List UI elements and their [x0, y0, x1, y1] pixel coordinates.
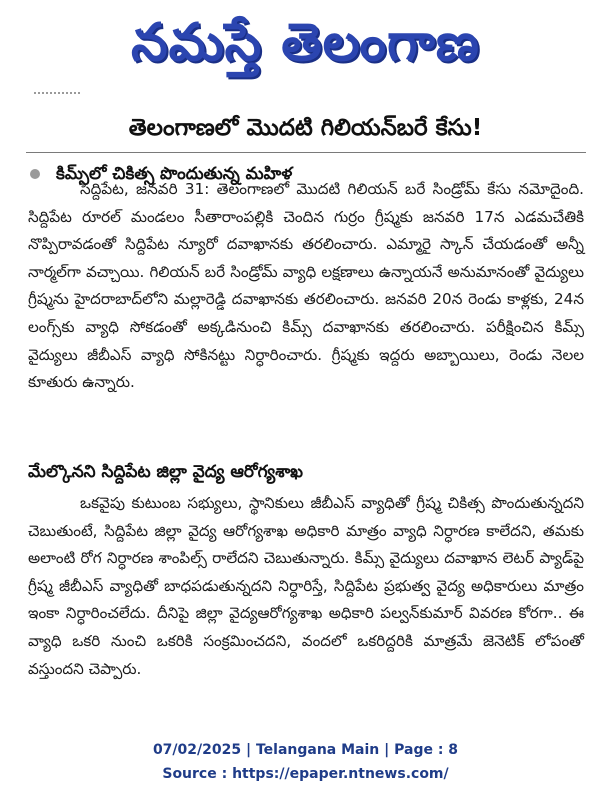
- footer: [0, 738, 611, 786]
- article-paragraph-2: ఒకవైపు కుటుంబ సభ్యులు, స్థానికులు జీబీఎస్ వ్యాధితో గ్రీష్మ చికిత్స పొందుతున్నదని చెబుతుంటే, సిద్దిపేట జిల్లా వైద్య ఆరోగ్యశాఖ అధికారి మాత్రం వ్యాధి నిర్ధారణ కాలేదని, తమకు అలాంటి రోగ నిర్ధారణ శాంపిల్స్ రాలేదని చెబుతున్నారు. కిమ్స్ వైద్యులు దవాఖాన లెటర్ ప్యాడ్‌పై గ్రీష్మ జీబీఎస్ వ్యాధితో బాధపడుతున్నదని నిర్ధారిస్తే, సిద్దిపేట ప్రభుత్వ వైద్య అధికారులు మాత్రం ఇంకా నిర్ధారించలేదు. దీనిపై జిల్లా వైద్యఆరోగ్యశాఖ అధికారి పల్వన్‌కుమార్ వివరణ కోరగా.. ఈ వ్యాధి ఒకరి నుంచి ఒకరికి సంక్రమించదని, వందలో ఒకరిద్దరికి మాత్రమే జెనెటిక్ లోపంతో వస్తుందని చెప్పారు.: [28, 494, 584, 678]
- edition-info: 07/02/2025 | Telangana Main | Page : 8: [152, 742, 459, 758]
- clipping-edge: [34, 92, 80, 102]
- masthead: [0, 4, 611, 82]
- section-heading: మేల్కొనని సిద్దిపేట జిల్లా వైద్య ఆరోగ్యశాఖ: [28, 462, 304, 482]
- newspaper-logo: నమస్తే తెలంగాణ: [131, 13, 480, 73]
- article-subheadline: కిమ్స్‌లో చికిత్స పొందుతున్న మహిళ: [56, 164, 293, 184]
- article-headline: తెలంగాణలో మొదటి గిలియన్‌బరే కేసు!: [128, 115, 483, 141]
- source-link[interactable]: Source : https://epaper.ntnews.com/: [162, 766, 449, 782]
- headline-divider: [26, 152, 586, 153]
- article-paragraph-1: సిద్దిపేట, జనవరి 31: తెలంగాణలో మొదటి గిలియన్ బరే సిండ్రోమ్ కేసు నమోదైంది. సిద్దిపేట రూరల్ మండలం సీతారాంపల్లికి చెందిన గుర్రం గ్రీష్మకు జనవరి 17న ఎడమచేతికి నొప్పిరావడంతో సిద్దిపేట న్యూరో దవాఖానకు తరలించారు. ఎమ్మారై స్కాన్ చేయడంతో అన్నీ నార్మల్‌గా వచ్చాయి. గిలియన్ బరే సిండ్రోమ్ వ్యాధి లక్షణాలు ఉన్నాయనే అనుమానంతో వైద్యులు గ్రీష్మను హైదరాబాద్‌లోని మల్లారెడ్డి దవాఖానకు తరలించారు. జనవరి 20న రెండు కాళ్లకు, 24న లంగ్స్‌కు వ్యాధి సోకడంతో అక్కడినుంచి కిమ్స్ దవాఖానకు తరలించారు. పరీక్షించిన కిమ్స్ వైద్యులు జీబీఎస్ వ్యాధి సోకినట్టు నిర్ధారించారు. గ్రీష్మకు ఇద్దరు అబ్బాయిలు, రెండు నెలల కూతురు ఉన్నారు.: [28, 180, 584, 392]
